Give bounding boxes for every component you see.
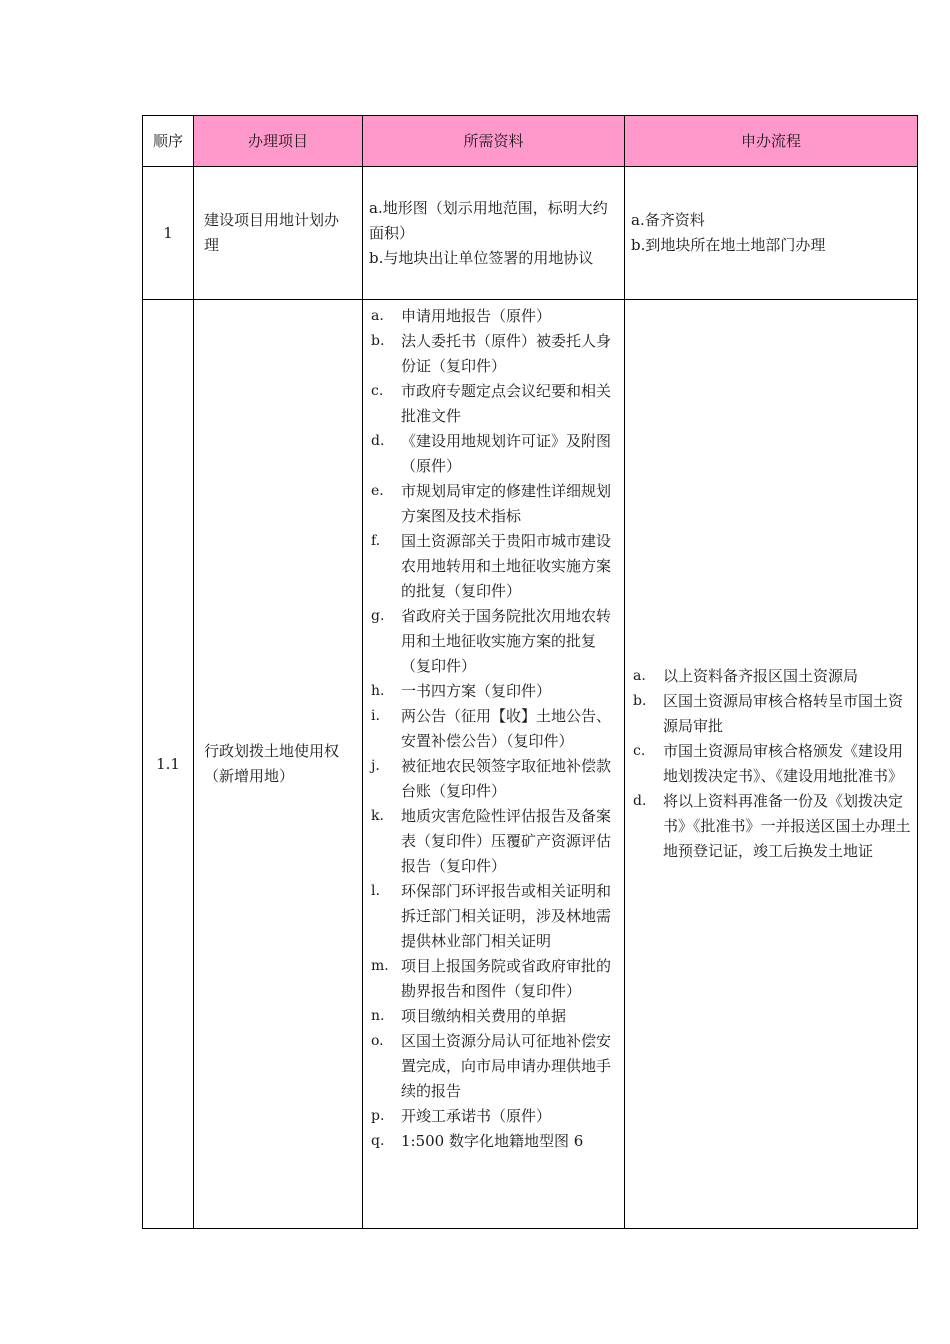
row-item: 建设项目用地计划办理 [194,167,363,300]
process-list [631,664,911,864]
materials-item [369,679,618,704]
materials-item-text: 法人委托书（原件）被委托人身份证（复印件） [401,332,612,375]
materials-item-marker: e. [371,483,384,499]
row-seq: 1 [143,167,194,300]
materials-item-text: 两公告（征用【收】土地公告、安置补偿公告）（复印件） [401,707,612,750]
process-item [631,689,911,739]
materials-item-marker: k. [371,808,384,824]
material-line: a.地形图（划示用地范围，标明大约面积） [369,198,608,242]
materials-item [369,1029,618,1104]
row-item: 行政划拨土地使用权（新增用地） [194,300,363,1229]
materials-item-text: 环保部门环评报告或相关证明和拆迁部门相关证明，涉及林地需提供林业部门相关证明 [401,882,612,950]
materials-item [369,704,618,754]
materials-item [369,429,618,479]
materials-item-marker: h. [371,683,385,699]
materials-item-text: 开竣工承诺书（原件） [401,1107,552,1125]
materials-item-marker: n. [371,1008,385,1024]
materials-item-text: 市政府专题定点会议纪要和相关批准文件 [401,382,612,425]
materials-item [369,379,618,429]
materials-item-marker: d. [371,433,385,449]
process-item-text: 将以上资料再准备一份及《划拨决定书》《批准书》一并报送区国土办理土地预登记证，竣工后换发土地证 [663,792,911,860]
materials-item-text: 项目缴纳相关费用的单据 [401,1007,567,1025]
table-header-row [143,116,918,167]
materials-list [369,304,618,1154]
procedure-table [142,115,918,1229]
materials-item-marker: l. [371,883,380,899]
materials-item-text: 一书四方案（复印件） [401,682,552,700]
materials-item [369,304,618,329]
materials-item-text: 区国土资源分局认可征地补偿安置完成，向市局申请办理供地手续的报告 [401,1032,612,1100]
process-item-marker: c. [633,743,646,759]
header-materials: 所需资料 [363,116,625,167]
row-process [625,300,918,1229]
materials-item-text: 市规划局审定的修建性详细规划方案图及技术指标 [401,482,612,525]
materials-item-marker: b. [371,333,385,349]
row-materials [363,300,625,1229]
row-seq: 1.1 [143,300,194,1229]
materials-item-marker: i. [371,708,380,724]
process-line: b.到地块所在地土地部门办理 [631,236,826,254]
materials-item-text: 被征地农民领签字取征地补偿款台账（复印件） [401,757,612,800]
process-item [631,789,911,864]
materials-item [369,1129,618,1154]
materials-item-marker: p. [371,1108,385,1124]
row-materials [363,167,625,300]
materials-item [369,529,618,604]
materials-item-marker: a. [371,308,384,324]
materials-item-marker: m. [371,958,389,974]
row-process [625,167,918,300]
materials-item-marker: q. [371,1133,385,1149]
material-line: b.与地块出让单位签署的用地协议 [369,248,594,267]
header-seq: 顺序 [143,116,194,167]
materials-item-marker: o. [371,1033,384,1049]
process-line: a.备齐资料 [631,211,705,229]
table-row [143,167,918,300]
materials-item [369,954,618,1004]
header-process: 申办流程 [625,116,918,167]
materials-item [369,804,618,879]
materials-item-text: 1:500 数字化地籍地型图 6 [401,1132,584,1150]
process-item-text: 市国土资源局审核合格颁发《建设用地划拨决定书》、《建设用地批准书》 [663,742,904,785]
materials-item-marker: j. [371,758,380,774]
materials-item-text: 国土资源部关于贵阳市城市建设农用地转用和土地征收实施方案的批复（复印件） [401,532,612,600]
materials-item [369,1104,618,1129]
materials-item-text: 项目上报国务院或省政府审批的勘界报告和图件（复印件） [401,957,612,1000]
process-item [631,664,911,689]
materials-item-text: 《建设用地规划许可证》及附图（原件） [401,432,612,475]
materials-item-text: 地质灾害危险性评估报告及备案表（复印件）压覆矿产资源评估报告（复印件） [401,807,612,875]
process-item [631,739,911,789]
process-item-marker: d. [633,793,647,809]
materials-item [369,479,618,529]
materials-item [369,879,618,954]
materials-item-marker: c. [371,383,384,399]
materials-item-text: 省政府关于国务院批次用地农转用和土地征收实施方案的批复（复印件） [401,607,612,675]
materials-item [369,1004,618,1029]
process-item-marker: b. [633,693,647,709]
materials-item-marker: g. [371,608,385,624]
process-item-marker: a. [633,668,646,684]
header-item: 办理项目 [194,116,363,167]
process-item-text: 以上资料备齐报区国土资源局 [663,667,859,685]
materials-item [369,329,618,379]
materials-item [369,754,618,804]
materials-item-marker: f. [371,533,381,549]
materials-item-text: 申请用地报告（原件） [401,307,552,325]
materials-item [369,604,618,679]
table-row [143,300,918,1229]
process-item-text: 区国土资源局审核合格转呈市国土资源局审批 [663,692,904,735]
